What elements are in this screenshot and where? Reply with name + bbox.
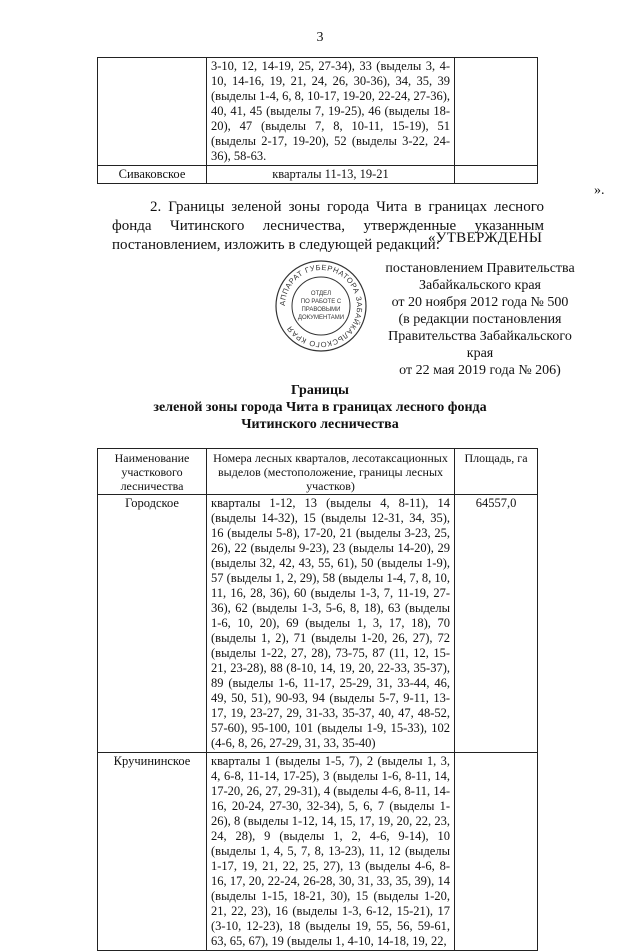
- table-header-row: [98, 449, 538, 495]
- approval-line: от 22 мая 2019 года № 206): [399, 363, 561, 378]
- forestry-name-cell: Кручининское: [98, 753, 207, 951]
- forestry-name-cell: [98, 58, 207, 166]
- column-header-forestry: Наименование участкового лесничества: [98, 449, 207, 495]
- official-stamp: [273, 258, 369, 354]
- approval-line: постановлением Правительства: [385, 261, 575, 276]
- title-line: зеленой зоны города Чита в границах лесного фонда: [153, 400, 487, 415]
- approval-line: от 20 ноября 2012 года № 500: [391, 295, 569, 310]
- column-header-area: Площадь, га: [455, 449, 538, 495]
- table-row: [98, 166, 538, 184]
- forestry-name-cell: Сиваковское: [98, 166, 207, 184]
- green-zone-table: [97, 448, 538, 951]
- approval-block: [380, 260, 580, 379]
- svg-text:ОТДЕЛПО РАБОТЕ СПРАВОВЫМИДОКУМ: ОТДЕЛ ПО РАБОТЕ С ПРАВОВЫМИ ДОКУМЕНТАМИ: [297, 291, 345, 321]
- quarters-cell: кварталы 1 (выделы 1-5, 7), 2 (выделы 1, 3, 4, 6-8, 11-14, 17-25), 3 (выделы 1-6, 8-11, 14, 17-20, 26, 27, 29-31), 4 (выделы 4-6, 8-11, 14-16, 20-24, 27-30, 32-34), 5, 6, 7 (выделы 1-26), 8 (выделы 1-12, 14, 15, 17, 19, 20, 22, 23, 24, 28), 9 (выделы 1, 2, 4-6, 9-14), 10 (выделы 1, 4, 5, 7, 8, 13-23), 11, 12 (выделы 1-17, 19, 21, 22, 25, 27), 13 (выделы 4-6, 8-16, 17, 20, 22-24, 26-28, 30, 31, 33, 35, 39), 14 (выделы 1-15, 18-21, 30), 15 (выделы 1-20, 21, 22, 23), 16 (выделы 1-3, 6-12, 15-21), 17 (3-10, 12-23), 18 (выделы 19, 55, 56, 59-61, 63, 65, 67), 19 (выделы 1, 4-10, 14-18, 19, 22,: [207, 753, 455, 951]
- table-row: [98, 58, 538, 166]
- approval-line: Забайкальского края: [418, 278, 541, 293]
- previous-table-continuation: [97, 57, 538, 184]
- area-cell: [455, 166, 538, 184]
- approval-line: (в редакции постановления: [398, 312, 562, 327]
- document-title: [110, 382, 530, 433]
- table-row: [98, 753, 538, 951]
- title-line: Читинского лесничества: [241, 417, 399, 432]
- area-cell: 64557,0: [455, 495, 538, 753]
- area-cell: [455, 58, 538, 166]
- quarters-cell: 3-10, 12, 14-19, 25, 27-34), 33 (выделы 3, 4-10, 14-16, 19, 21, 24, 26, 30-36), 34, 35, 39 (выделы 1-4, 6, 8, 10-17, 19-20, 22-24, 27-36), 40, 41, 45 (выделы 7, 19-25), 46 (выделы 18-20), 47 (выделы 7, 8, 10-11, 15-19), 51 (выделы 2-17, 19-20), 52 (выделы 3-22, 24-36), 58-63.: [207, 58, 455, 166]
- closing-quote: ».: [594, 183, 605, 198]
- approved-heading: «УТВЕРЖДЕНЫ: [428, 230, 543, 246]
- amendment-paragraph: 2. Границы зеленой зоны города Чита в границах лесного фонда Читинского лесничества, утвержденные указанным постановлением, изложить в следующей редакции:: [112, 199, 544, 253]
- table-row: [98, 495, 538, 753]
- quarters-cell: кварталы 1-12, 13 (выделы 4, 8-11), 14 (выделы 14-32), 15 (выделы 12-31, 34, 35), 16 (выделы 5-8), 17-20, 21 (выделы 3-23, 25, 26), 22 (выделы 9-23), 23 (выделы 14-20), 29 (выделы 32, 42, 43, 55, 61), 50 (выделы 1-9), 57 (выделы 1, 2, 29), 58 (выделы 1-4, 7, 8, 10, 11, 16, 28, 36), 60 (выделы 1-3, 7, 11-19, 27-36), 62 (выделы 1-3, 5-6, 8, 18), 63 (выделы 1-6, 10, 20), 69 (выделы 1, 3, 17, 18), 70 (выделы 1, 2), 71 (выделы 1-20, 26, 27), 72 (выделы 1-22, 27, 28), 73-75, 87 (11, 12, 15-21, 23-28), 88 (8-10, 14, 19, 20, 22-33, 35-37), 89 (выделы 1-6, 11-17, 25-29, 31, 33-44, 46, 49, 50, 51), 90-93, 94 (выделы 5-7, 9-11, 13-17, 19, 23-27, 29, 31-33, 35-37, 40, 47, 48-52, 57-60), 95-100, 101 (выделы 1-9, 15-33), 102 (4-6, 8, 26, 27-29, 31, 33, 35-40): [207, 495, 455, 753]
- page-number: 3: [316, 30, 324, 45]
- column-header-quarters: Номера лесных кварталов, лесотаксационных выделов (местоположение, границы лесных участков): [207, 449, 455, 495]
- quarters-cell: кварталы 11-13, 19-21: [207, 166, 455, 184]
- title-line: Границы: [291, 383, 349, 398]
- area-cell: [455, 753, 538, 951]
- approval-line: Правительства Забайкальского края: [388, 329, 572, 361]
- svg-text:АППАРАТ ГУБЕРНАТОРА ЗАБАЙКАЛЬС: АППАРАТ ГУБЕРНАТОРА ЗАБАЙКАЛЬСКОГО КРАЯ: [277, 262, 365, 350]
- forestry-name-cell: Городское: [98, 495, 207, 753]
